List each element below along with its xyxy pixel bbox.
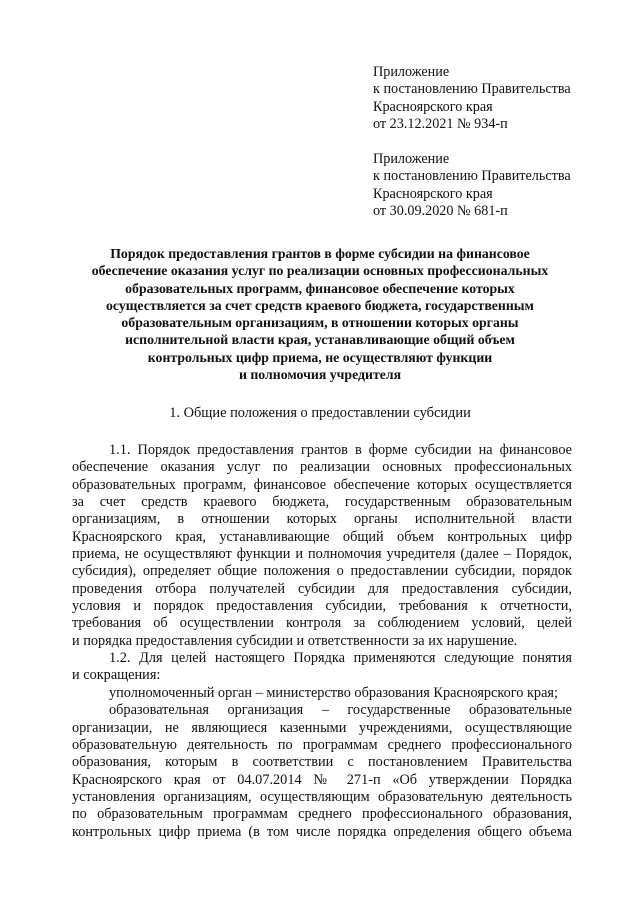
- paragraph-1-2-line: и сокращения:: [72, 667, 161, 684]
- appendix-note-2020: [373, 151, 623, 221]
- paragraph-1-1-line: субсидия), определяет общие положения о предоставлении субсидии, порядок: [72, 563, 572, 580]
- title-line: образовательным организациям, в отношении которых органы: [121, 315, 519, 331]
- document-title: [66, 245, 574, 383]
- title-line: обеспечение оказания услуг по реализации основных профессиональных: [91, 263, 549, 279]
- organization-definition-line: по образовательным программам среднего профессионального образования,: [72, 806, 572, 823]
- title-line: исполнительной власти края, устанавливающие общий объем: [125, 332, 515, 348]
- document-body: [72, 442, 572, 841]
- authorized-body-definition: уполномоченный орган – министерство образования Красноярского края;: [109, 684, 558, 701]
- paragraph-1-1-line: приема, не осуществляют функции и полномочия учредителя (далее – Порядок,: [72, 546, 572, 563]
- organization-definition-line: организации, не являющиеся казенными учреждениями, осуществляющие: [72, 719, 572, 736]
- appendix-line: Приложение: [373, 151, 450, 167]
- paragraph-1-1-line: и порядка предоставления субсидии и ответственности за их нарушение.: [72, 632, 518, 649]
- organization-definition-line: Красноярского края от 04.07.2014 № 271-п «Об утверждении Порядка: [72, 771, 572, 788]
- appendix-line: от 23.12.2021 № 934-п: [373, 116, 508, 133]
- paragraph-1-1-line: 1.1. Порядок предоставления грантов в форме субсидии на финансовое: [109, 442, 572, 458]
- paragraph-1-1-line: проведения отбора получателей субсидии для предоставления субсидии,: [72, 580, 572, 597]
- appendix-line: к постановлению Правительства: [373, 81, 571, 98]
- title-line: и полномочия учредителя: [238, 367, 402, 383]
- title-line: образовательных программ, финансовое обеспечение которых: [125, 280, 515, 296]
- paragraph-1-1-line: за счет средств краевого бюджета, государственным образовательным: [72, 494, 572, 511]
- paragraph-1-1-line: Красноярского края, устанавливающие общий объем контрольных цифр: [72, 528, 572, 545]
- appendix-line: Приложение: [373, 64, 450, 80]
- organization-definition-line: образовательная организация – государственные образовательные: [109, 702, 572, 719]
- appendix-line: Красноярского края: [373, 98, 493, 115]
- organization-definition-line: установления организациям, осуществляющим образовательную деятельность: [72, 788, 572, 805]
- appendix-line: Красноярского края: [373, 185, 493, 202]
- section-heading: 1. Общие положения о предоставлении субсидии: [169, 405, 471, 421]
- paragraph-1-1-line: образовательных программ, финансовое обеспечение которых осуществляется: [72, 476, 572, 493]
- paragraph-1-1-line: требования об осуществлении контроля за соблюдением условий, целей: [72, 615, 572, 632]
- paragraph-1-1-line: организациям, в отношении которых органы исполнительной власти: [72, 511, 572, 528]
- title-line: осуществляется за счет средств краевого бюджета, государственным: [106, 297, 534, 313]
- paragraph-1-1-line: условия и порядок предоставления субсидии, требования к отчетности,: [72, 598, 572, 615]
- organization-definition-line: образования, которым в соответствии с постановлением Правительства: [72, 754, 572, 771]
- title-line: контрольных цифр приема, не осуществляют функции: [147, 349, 493, 365]
- appendix-note-2021: [373, 64, 623, 134]
- paragraph-1-2-line: 1.2. Для целей настоящего Порядка применяются следующие понятия: [109, 650, 572, 667]
- title-line: Порядок предоставления грантов в форме субсидии на финансовое: [110, 246, 530, 261]
- organization-definition-line: образовательную деятельность по программам среднего профессионального: [72, 736, 572, 753]
- paragraph-1-1-line: обеспечение оказания услуг по реализации основных профессиональных: [72, 459, 572, 476]
- appendix-line: к постановлению Правительства: [373, 168, 571, 185]
- organization-definition-line: контрольных цифр приема (в том числе порядка определения общего объема: [72, 823, 572, 840]
- appendix-line: от 30.09.2020 № 681-п: [373, 203, 508, 220]
